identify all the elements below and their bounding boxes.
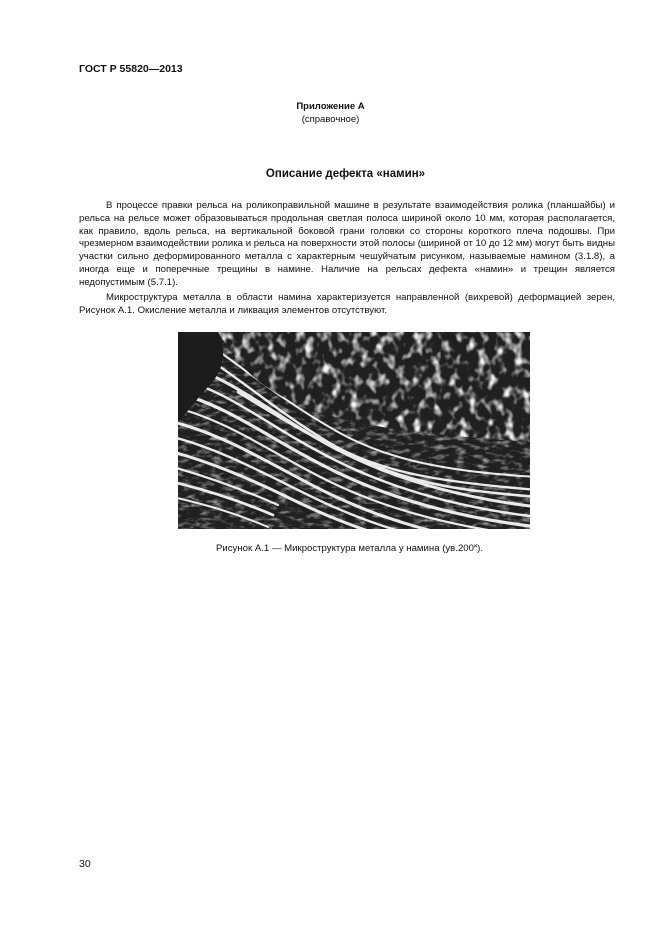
figure-caption: Рисунок А.1 — Микроструктура металла у намина (ув.200˟).	[215, 543, 484, 554]
section-title: Описание дефекта «намин»	[265, 168, 426, 180]
microstructure-image	[178, 332, 530, 529]
paragraph-2: Микроструктура металла в области намина характеризуется направленной (вихревой) деформацией зерен, Рисунок А.1. Окисление металла и ликвация элементов отсутствуют.	[79, 292, 615, 316]
appendix-subtitle: (справочное)	[301, 114, 360, 125]
appendix-title: Приложение А	[296, 101, 365, 112]
paragraph-1: В процессе правки рельса на роликоправильной машине в результате взаимодействия ролика (планшайбы) и рельса на рельсе может образовываться продольная светлая полоса шириной около 10 мм, которая располагается, как правило, вдоль рельса, на вертикальной боковой грани головки со стороны короткого плеча подошвы. При чрезмерном взаимодействии ролика и рельса на поверхности этой полосы (шириной от 10 до 12 мм) могут быть видны участки сильно деформированного металла с характерным чешуйчатым рисунком, называемые намином (3.1.8), а иногда еще и поперечные трещины в намине. Наличие на рельсах дефекта «намин» и трещин является недопустимым (5.7.1).	[79, 200, 615, 288]
document-header: ГОСТ Р 55820—2013	[79, 63, 183, 75]
page-number: 30	[79, 858, 91, 870]
